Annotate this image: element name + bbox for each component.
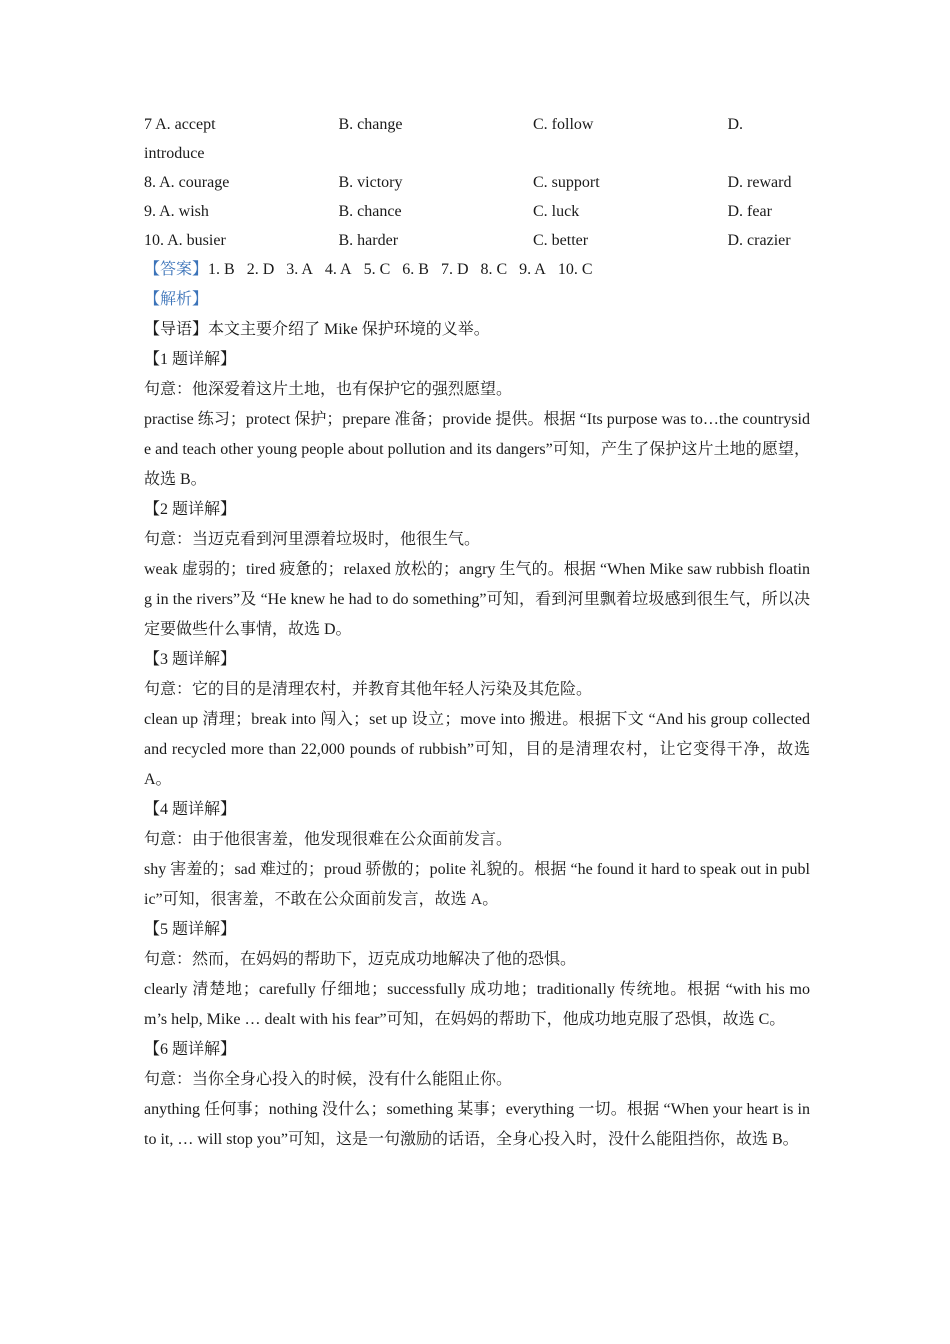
option-7a: 7 A. accept bbox=[144, 116, 216, 133]
option-8d: D. reward bbox=[727, 174, 792, 191]
option-9d: D. fear bbox=[727, 203, 772, 220]
option-row-8 bbox=[144, 168, 810, 197]
detail-meaning: 句意：它的目的是清理农村，并教育其他年轻人污染及其危险。 bbox=[144, 681, 593, 698]
answer-tag: 【答案】 bbox=[144, 261, 209, 278]
option-9b: B. chance bbox=[338, 203, 402, 220]
option-8a: 8. A. courage bbox=[144, 174, 230, 191]
detail-section-4 bbox=[144, 795, 810, 915]
options-block bbox=[144, 110, 810, 255]
option-row-10 bbox=[144, 226, 810, 255]
detail-explanation: shy 害羞的；sad 难过的；proud 骄傲的；polite 礼貌的。根据 “he found it hard to speak out in public”可知，很害羞，不敢在公众面前发言，故选 A。 bbox=[144, 861, 810, 908]
detail-heading: 【1 题详解】 bbox=[144, 351, 237, 368]
analysis-tag: 【解析】 bbox=[144, 291, 209, 308]
detail-heading: 【3 题详解】 bbox=[144, 651, 237, 668]
detail-meaning: 句意：由于他很害羞，他发现很难在公众面前发言。 bbox=[144, 831, 513, 848]
detail-section-3 bbox=[144, 645, 810, 795]
answer-item: 2. D bbox=[246, 261, 275, 278]
answer-item: 6. B bbox=[402, 261, 429, 278]
answer-item: 1. B bbox=[208, 261, 235, 278]
detail-section-5 bbox=[144, 915, 810, 1035]
detail-heading: 【4 题详解】 bbox=[144, 801, 237, 818]
answer-item: 5. C bbox=[363, 261, 391, 278]
detail-heading: 【2 题详解】 bbox=[144, 501, 237, 518]
detail-meaning: 句意：然而，在妈妈的帮助下，迈克成功地解决了他的恐惧。 bbox=[144, 951, 577, 968]
detail-explanation: anything 任何事；nothing 没什么；something 某事；everything 一切。根据 “When your heart is into it, … will stop you”可知，这是一句激励的话语，全身心投入时，没什么能阻挡你，故选 B。 bbox=[144, 1101, 810, 1148]
option-row-7 bbox=[144, 110, 810, 139]
answer-line bbox=[144, 255, 810, 285]
option-10a: 10. A. busier bbox=[144, 232, 226, 249]
detail-meaning: 句意：当你全身心投入的时候，没有什么能阻止你。 bbox=[144, 1071, 513, 1088]
detail-explanation: practise 练习；protect 保护；prepare 准备；provide 提供。根据 “Its purpose was to…the countryside and teach other young people about pollution and its dangers”可知，产生了保护这片土地的愿望，故选 B。 bbox=[144, 411, 810, 488]
detail-section-6 bbox=[144, 1035, 810, 1155]
answer-item: 10. C bbox=[557, 261, 593, 278]
option-7d: D. bbox=[727, 116, 744, 133]
option-7c: C. follow bbox=[533, 116, 594, 133]
option-8b: B. victory bbox=[338, 174, 403, 191]
option-10b: B. harder bbox=[338, 232, 399, 249]
document-page bbox=[144, 110, 810, 1155]
detail-section-1 bbox=[144, 345, 810, 495]
option-7b: B. change bbox=[338, 116, 403, 133]
option-9c: C. luck bbox=[533, 203, 580, 220]
detail-meaning: 句意：当迈克看到河里漂着垃圾时，他很生气。 bbox=[144, 531, 481, 548]
detail-explanation: weak 虚弱的；tired 疲惫的；relaxed 放松的；angry 生气的。根据 “When Mike saw rubbish floating in the rivers”及 “He knew he had to do something”可知，看到河里飘着垃圾感到很生气，所以决定要做些什么事情，故选 D。 bbox=[144, 561, 810, 638]
option-10c: C. better bbox=[533, 232, 589, 249]
option-7d-continuation: introduce bbox=[144, 145, 205, 162]
detail-heading: 【6 题详解】 bbox=[144, 1041, 237, 1058]
detail-heading: 【5 题详解】 bbox=[144, 921, 237, 938]
detail-section-2 bbox=[144, 495, 810, 645]
intro-text: 【导语】本文主要介绍了 Mike 保护环境的义举。 bbox=[144, 321, 490, 338]
detail-meaning: 句意：他深爱着这片土地，也有保护它的强烈愿望。 bbox=[144, 381, 513, 398]
answer-item: 8. C bbox=[480, 261, 508, 278]
detail-explanation: clean up 清理；break into 闯入；set up 设立；move into 搬进。根据下文 “And his group collected and recycled more than 22,000 pounds of rubbish”可知，目的是清理农村，让它变得干净，故选 A。 bbox=[144, 711, 810, 788]
answer-item: 3. A bbox=[286, 261, 313, 278]
option-9a: 9. A. wish bbox=[144, 203, 209, 220]
detail-explanation: clearly 清楚地；carefully 仔细地；successfully 成功地；traditionally 传统地。根据 “with his mom’s help, Mike … dealt with his fear”可知，在妈妈的帮助下，他成功地克服了恐惧，故选 C。 bbox=[144, 981, 810, 1028]
answer-item: 4. A bbox=[324, 261, 352, 278]
option-10d: D. crazier bbox=[727, 232, 791, 249]
option-8c: C. support bbox=[533, 174, 600, 191]
option-row-9 bbox=[144, 197, 810, 226]
answer-item: 7. D bbox=[440, 261, 469, 278]
answer-item: 9. A bbox=[519, 261, 546, 278]
